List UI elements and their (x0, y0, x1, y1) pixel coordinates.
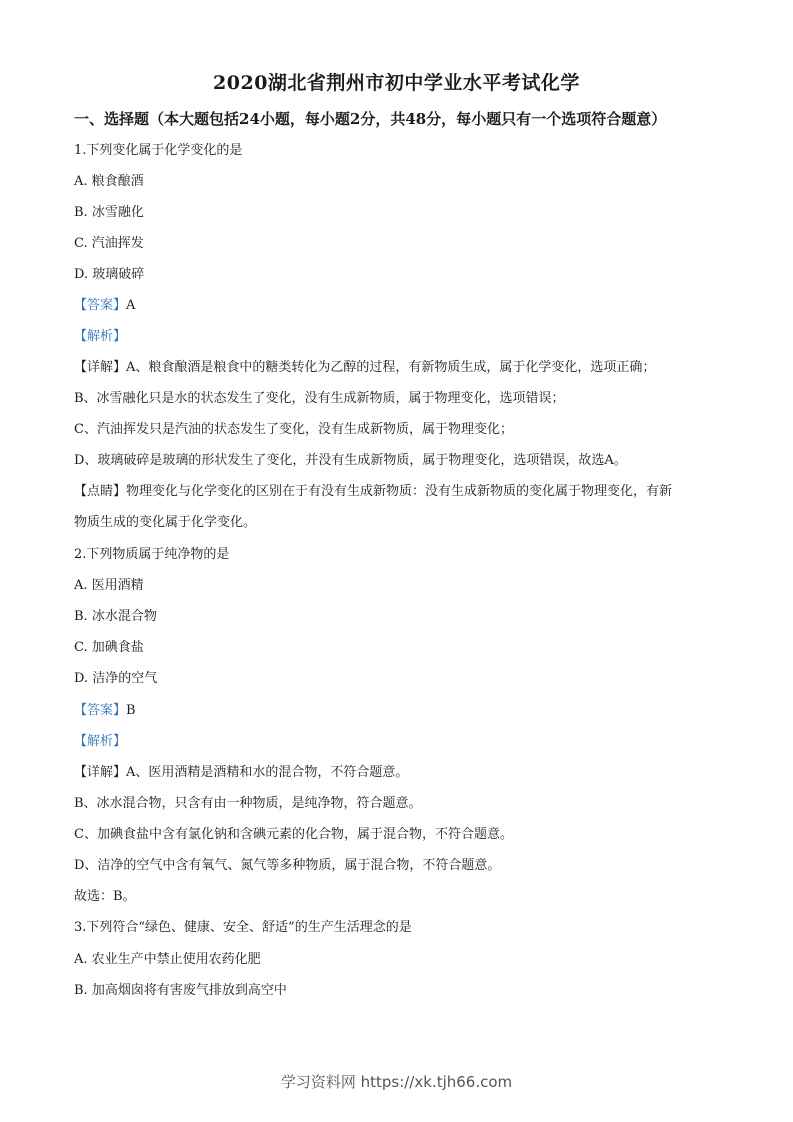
q2-conclusion: 故选：B。 (74, 889, 136, 904)
q1-detail-4: D、玻璃破碎是玻璃的形状发生了变化，并没有生成新物质，属于物理变化，选项错误，故选A。 (74, 453, 627, 468)
q2-detail-2: B、冰水混合物，只含有由一种物质，是纯净物，符合题意。 (74, 796, 422, 811)
q2-option-a: A. 医用酒精 (74, 578, 144, 593)
q2-detail-4: D、洁净的空气中含有氧气、氮气等多种物质，属于混合物，不符合题意。 (74, 858, 501, 873)
footer-watermark: 学习资料网 https://xk.tjh66.com (280, 1073, 513, 1091)
q1-answer-value: A (126, 298, 136, 313)
section-heading: 一、选择题（本大题包括24小题，每小题2分，共48分，每小题只有一个选项符合题意） (74, 110, 667, 128)
q2-analysis-tag: 【解析】 (74, 734, 127, 749)
q1-answer-tag: 【答案】 (74, 298, 127, 313)
q1-tip-1: 【点睛】物理变化与化学变化的区别在于有没有生成新物质：没有生成新物质的变化属于物理变化，有新 (74, 484, 673, 499)
q3-option-b: B. 加高烟囱将有害废气排放到高空中 (74, 983, 287, 998)
q2-answer-tag: 【答案】 (74, 703, 127, 718)
q1-detail-1: 【详解】A、粮食酿酒是粮食中的糖类转化为乙醇的过程，有新物质生成，属于化学变化，选项正确； (74, 360, 656, 375)
document-title: 2020湖北省荆州市初中学业水平考试化学 (213, 72, 580, 94)
q2-answer (74, 702, 136, 720)
q1-tip-2: 物质生成的变化属于化学变化。 (74, 515, 257, 530)
q1-detail-3: C、汽油挥发只是汽油的状态发生了变化，没有生成新物质，属于物理变化； (74, 422, 513, 437)
q1-analysis-tag: 【解析】 (74, 329, 127, 344)
q2-detail-3: C、加碘食盐中含有氯化钠和含碘元素的化合物，属于混合物，不符合题意。 (74, 827, 513, 842)
q1-option-d: D. 玻璃破碎 (74, 267, 145, 282)
q2-detail-1: 【详解】A、医用酒精是酒精和水的混合物，不符合题意。 (74, 765, 409, 780)
q1-option-c: C. 汽油挥发 (74, 236, 144, 251)
q1-option-a: A. 粮食酿酒 (74, 174, 144, 189)
q2-option-d: D. 洁净的空气 (74, 671, 158, 686)
q2-option-b: B. 冰水混合物 (74, 609, 157, 624)
q2-stem: 2.下列物质属于纯净物的是 (74, 547, 230, 562)
q1-option-b: B. 冰雪融化 (74, 205, 144, 220)
q2-option-c: C. 加碘食盐 (74, 640, 144, 655)
q2-answer-value: B (126, 703, 136, 718)
q1-stem: 1.下列变化属于化学变化的是 (74, 143, 243, 158)
q1-detail-2: B、冰雪融化只是水的状态发生了变化，没有生成新物质，属于物理变化，选项错误； (74, 391, 565, 406)
q3-stem: 3.下列符合“绿色、健康、安全、舒适”的生产生活理念的是 (74, 920, 412, 935)
q3-option-a: A. 农业生产中禁止使用农药化肥 (74, 952, 261, 967)
q1-answer (74, 297, 135, 315)
